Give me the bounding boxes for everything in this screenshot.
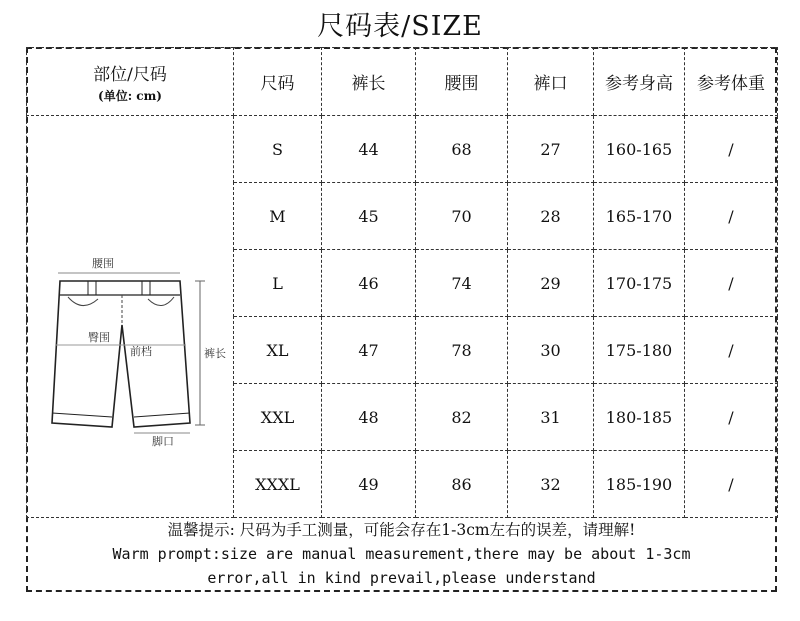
note-chinese: 温馨提示: 尺码为手工测量，可能会存在1-3cm左右的误差，请理解!	[167, 521, 636, 539]
cell-waist: 70	[416, 183, 508, 250]
cell-hem: 27	[508, 116, 594, 183]
header-length: 裤长	[322, 48, 416, 116]
cell-height: 175-180	[594, 317, 685, 384]
cell-waist: 82	[416, 384, 508, 451]
cell-length: 45	[322, 183, 416, 250]
cell-hem: 28	[508, 183, 594, 250]
header-part-label: 部位/尺码	[93, 64, 167, 85]
cell-hem: 30	[508, 317, 594, 384]
header-hem: 裤口	[508, 48, 594, 116]
note-english-line1: Warm prompt:size are manual measurement,there may be about 1-3cm	[112, 545, 691, 563]
diagram-waist-label: 腰围	[92, 256, 114, 270]
header-weight: 参考体重	[685, 48, 778, 116]
cell-hem: 29	[508, 250, 594, 317]
cell-weight: /	[685, 451, 778, 518]
diagram-length-label: 裤长	[204, 346, 226, 360]
cell-length: 48	[322, 384, 416, 451]
cell-size: XXL	[234, 384, 322, 451]
cell-size: M	[234, 183, 322, 250]
measurement-note	[26, 515, 777, 592]
cell-height: 170-175	[594, 250, 685, 317]
cell-weight: /	[685, 116, 778, 183]
cell-length: 47	[322, 317, 416, 384]
table-row	[27, 116, 778, 183]
cell-size: L	[234, 250, 322, 317]
cell-height: 180-185	[594, 384, 685, 451]
header-part	[27, 48, 234, 116]
diagram-hem-label: 脚口	[152, 434, 174, 448]
header-size: 尺码	[234, 48, 322, 116]
cell-height: 165-170	[594, 183, 685, 250]
table-header-row	[27, 48, 778, 116]
diagram-front-rise-label: 前档	[130, 344, 152, 358]
cell-waist: 74	[416, 250, 508, 317]
cell-height: 185-190	[594, 451, 685, 518]
cell-weight: /	[685, 384, 778, 451]
cell-size: XL	[234, 317, 322, 384]
header-height: 参考身高	[594, 48, 685, 116]
shorts-diagram	[30, 195, 230, 448]
note-english-line2: error,all in kind prevail,please understand	[207, 569, 596, 587]
cell-hem: 32	[508, 451, 594, 518]
cell-waist: 68	[416, 116, 508, 183]
cell-waist: 78	[416, 317, 508, 384]
cell-length: 46	[322, 250, 416, 317]
cell-weight: /	[685, 183, 778, 250]
cell-height: 160-165	[594, 116, 685, 183]
cell-length: 44	[322, 116, 416, 183]
page-title: 尺码表/SIZE	[317, 11, 483, 42]
cell-length: 49	[322, 451, 416, 518]
header-waist: 腰围	[416, 48, 508, 116]
diagram-hip-label: 臀围	[88, 330, 110, 344]
cell-weight: /	[685, 250, 778, 317]
shorts-diagram-cell	[27, 116, 234, 518]
cell-hem: 31	[508, 384, 594, 451]
size-table	[26, 47, 778, 518]
cell-size: XXXL	[234, 451, 322, 518]
cell-waist: 86	[416, 451, 508, 518]
cell-weight: /	[685, 317, 778, 384]
cell-size: S	[234, 116, 322, 183]
shorts-outline	[52, 281, 190, 427]
header-unit-label: (单位: cm)	[98, 88, 162, 103]
